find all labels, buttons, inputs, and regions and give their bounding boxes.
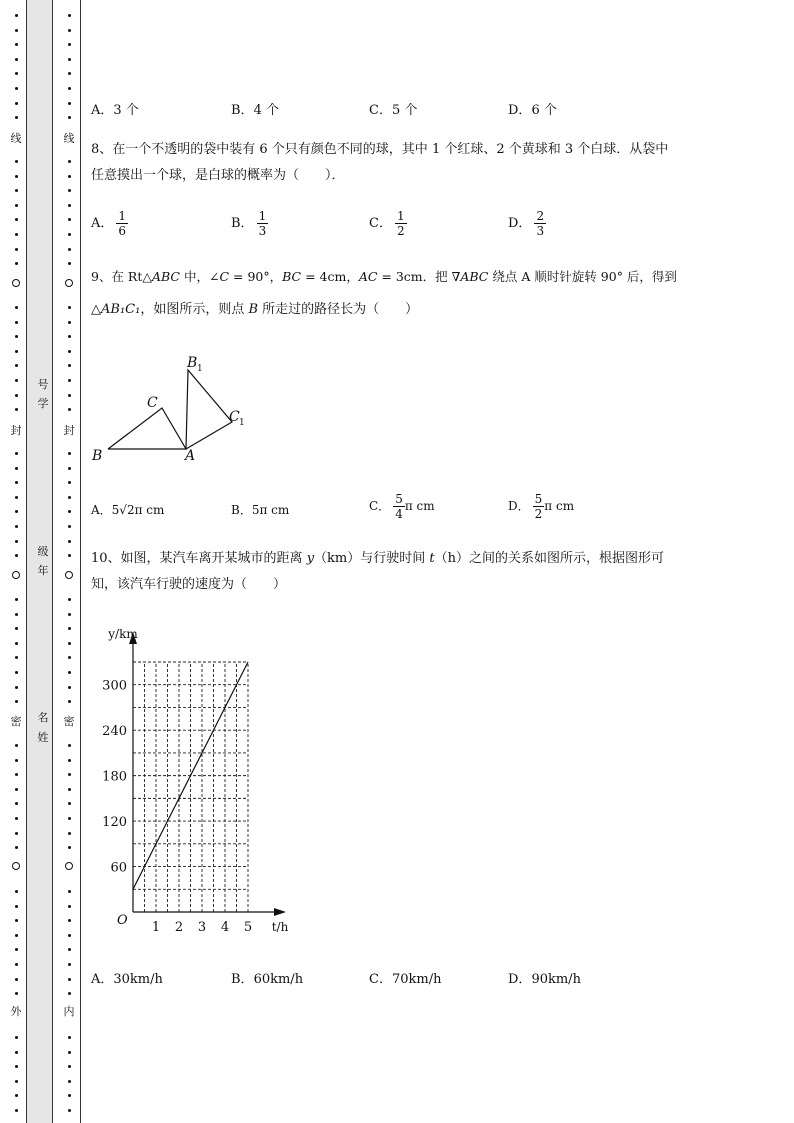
binding-dot — [68, 350, 71, 353]
label-C1: C — [229, 409, 240, 425]
field-grade-1: 级 — [37, 545, 49, 558]
q7-option-d[interactable]: D．6 个 — [508, 103, 557, 118]
origin-label: O — [117, 913, 128, 928]
binding-dot — [68, 102, 71, 105]
binding-dot — [15, 817, 18, 820]
binding-dot — [68, 686, 71, 689]
x-tick-label: 5 — [243, 920, 253, 935]
binding-dot — [68, 788, 71, 791]
binding-dot — [15, 452, 18, 455]
chart-labels — [102, 627, 288, 935]
field-grade-2: 年 — [37, 564, 49, 577]
binding-dot — [68, 846, 71, 849]
field-id-1: 号 — [37, 378, 49, 391]
binding-dot — [15, 14, 18, 17]
binding-outer-seal: 封 — [10, 424, 22, 437]
binding-dot — [68, 364, 71, 367]
binding-dot — [15, 408, 18, 411]
binding-dot — [15, 1094, 18, 1097]
binding-dot — [15, 890, 18, 893]
y-tick-label: 120 — [102, 815, 127, 831]
binding-dot — [68, 87, 71, 90]
q10-distance-time-chart — [95, 620, 295, 940]
binding-dot — [15, 1036, 18, 1039]
binding-dot — [15, 321, 18, 324]
binding-dot — [15, 379, 18, 382]
binding-dot — [68, 262, 71, 265]
binding-dot — [15, 642, 18, 645]
fraction: $\frac{1}{3}$ — [258, 209, 267, 238]
q9-option-a[interactable]: A．5√2π cm — [91, 503, 165, 517]
binding-dot — [68, 1065, 71, 1068]
binding-dot — [15, 262, 18, 265]
binding-outer-line: 线 — [10, 132, 22, 145]
label-A: A — [185, 448, 196, 464]
q10-stem-line1: 10、如图，某汽车离开某城市的距离 y（km）与行驶时间 t（h）之间的关系如图所示，根据图形可 — [91, 551, 664, 566]
binding-dot — [68, 394, 71, 397]
label-B: B — [92, 448, 103, 464]
binding-dot — [68, 510, 71, 513]
binding-dot — [15, 43, 18, 46]
binding-circle-mark — [12, 279, 20, 287]
q7-option-b[interactable]: B．4 个 — [231, 103, 279, 118]
binding-dot — [15, 919, 18, 922]
fraction: $\frac{2}{3}$ — [536, 209, 545, 238]
x-axis-label: t/h — [271, 920, 289, 934]
binding-dot — [68, 175, 71, 178]
binding-dot — [68, 29, 71, 32]
binding-dot — [15, 467, 18, 470]
binding-dot — [68, 379, 71, 382]
binding-dot — [15, 788, 18, 791]
binding-dot — [68, 773, 71, 776]
binding-dot — [68, 700, 71, 703]
binding-dot — [15, 1065, 18, 1068]
q10-option-c[interactable]: C．70km/h — [369, 972, 442, 987]
binding-dot — [68, 978, 71, 981]
x-tick-label: 2 — [174, 920, 184, 935]
binding-dot — [15, 846, 18, 849]
binding-dot — [15, 350, 18, 353]
binding-dot — [68, 43, 71, 46]
field-name-1: 名 — [37, 711, 49, 724]
triangle-abc — [108, 408, 186, 449]
label-C: C — [147, 395, 158, 411]
binding-dot — [68, 817, 71, 820]
binding-dot — [68, 919, 71, 922]
binding-dot — [68, 481, 71, 484]
q10-stem-line2: 知，该汽车行驶的速度为（ ） — [91, 577, 287, 592]
binding-dot — [68, 218, 71, 221]
q9-triangle-figure — [88, 348, 258, 468]
binding-dot — [15, 613, 18, 616]
q10-option-b[interactable]: B．60km/h — [231, 972, 304, 987]
binding-dot — [15, 686, 18, 689]
binding-dot — [68, 496, 71, 499]
field-name-2: 姓 — [37, 731, 49, 744]
binding-dot — [68, 233, 71, 236]
binding-circle-mark — [65, 279, 73, 287]
fraction: $\frac{5}{2}$ — [534, 492, 543, 521]
binding-circle-mark — [65, 571, 73, 579]
binding-dot — [68, 642, 71, 645]
binding-dot — [15, 306, 18, 309]
binding-dot — [15, 510, 18, 513]
q9-stem-line2: △AB₁C₁，如图所示，则点 B 所走过的路径长为（ ） — [91, 302, 419, 317]
q7-option-a[interactable]: A．3 个 — [91, 103, 139, 118]
binding-dot — [15, 189, 18, 192]
binding-dot — [15, 832, 18, 835]
binding-dot — [68, 598, 71, 601]
chart-axes — [129, 632, 286, 916]
binding-outer-out: 外 — [10, 1005, 22, 1018]
label-B1-sub: 1 — [197, 364, 203, 374]
binding-inner-in: 内 — [63, 1005, 75, 1018]
label-B1: B — [187, 355, 198, 371]
binding-dot — [15, 481, 18, 484]
binding-dot — [15, 759, 18, 762]
binding-dot — [15, 1051, 18, 1054]
binding-dot — [68, 948, 71, 951]
binding-circle-mark — [12, 862, 20, 870]
binding-dot — [68, 72, 71, 75]
binding-dot — [68, 540, 71, 543]
binding-dot — [15, 72, 18, 75]
q8-option-d[interactable]: D． $\frac{2}{3}$ — [508, 209, 545, 238]
triangle-ab1c1 — [186, 370, 232, 449]
binding-dot — [68, 963, 71, 966]
binding-dot — [15, 773, 18, 776]
q9-option-d[interactable]: D． $\frac{5}{2}$ π cm — [508, 492, 575, 521]
binding-dot — [68, 1109, 71, 1112]
binding-dot — [15, 175, 18, 178]
binding-dot — [15, 248, 18, 251]
binding-dot — [68, 992, 71, 995]
binding-dot — [68, 189, 71, 192]
binding-dot — [68, 671, 71, 674]
binding-dot — [15, 627, 18, 630]
y-tick-label: 60 — [110, 860, 127, 876]
binding-dot — [68, 744, 71, 747]
binding-dot — [15, 744, 18, 747]
binding-dot — [68, 613, 71, 616]
binding-dot — [15, 905, 18, 908]
y-tick-label: 300 — [102, 678, 127, 694]
field-id-2: 学 — [37, 397, 49, 410]
binding-dot — [15, 978, 18, 981]
binding-circle-mark — [12, 571, 20, 579]
q7-option-c[interactable]: C．5 个 — [369, 103, 418, 118]
q8-option-a[interactable]: A． $\frac{1}{6}$ — [91, 209, 127, 238]
binding-dot — [68, 759, 71, 762]
binding-dot — [15, 598, 18, 601]
binding-dot — [15, 671, 18, 674]
label-C1-sub: 1 — [239, 418, 245, 428]
binding-dot — [15, 102, 18, 105]
binding-dot — [68, 248, 71, 251]
binding-dot — [15, 364, 18, 367]
binding-dot — [15, 992, 18, 995]
q8-option-c[interactable]: C． $\frac{1}{2}$ — [369, 209, 405, 238]
binding-dot — [68, 335, 71, 338]
binding-dot — [15, 525, 18, 528]
binding-dot — [68, 408, 71, 411]
fraction: $\frac{1}{6}$ — [118, 209, 127, 238]
chart-grid — [133, 662, 248, 912]
y-tick-label: 180 — [102, 769, 127, 785]
binding-dot — [15, 1080, 18, 1083]
binding-dot — [68, 58, 71, 61]
binding-dot — [68, 467, 71, 470]
binding-dot — [68, 14, 71, 17]
binding-dot — [68, 204, 71, 207]
fraction: $\frac{1}{2}$ — [396, 209, 405, 238]
binding-inner-seal: 封 — [63, 424, 75, 437]
binding-dot — [15, 802, 18, 805]
binding-dot — [15, 554, 18, 557]
q10-option-d[interactable]: D．90km/h — [508, 972, 581, 987]
binding-outer-close: 密 — [10, 715, 22, 728]
binding-dot — [15, 116, 18, 119]
y-axis-label: y/km — [108, 627, 138, 641]
q8-option-b[interactable]: B． $\frac{1}{3}$ — [231, 209, 267, 238]
binding-dot — [15, 948, 18, 951]
binding-dot — [68, 1094, 71, 1097]
binding-inner-line: 线 — [63, 132, 75, 145]
binding-dot — [15, 204, 18, 207]
binding-dot — [15, 394, 18, 397]
binding-dot — [68, 802, 71, 805]
binding-circle-mark — [65, 862, 73, 870]
binding-dot — [68, 890, 71, 893]
q9-option-b[interactable]: B．5π cm — [231, 503, 290, 517]
binding-dot — [15, 963, 18, 966]
binding-dot — [15, 160, 18, 163]
binding-dot — [68, 1036, 71, 1039]
y-tick-label: 240 — [102, 724, 127, 740]
binding-dot — [15, 218, 18, 221]
binding-dot — [15, 58, 18, 61]
binding-dot — [68, 832, 71, 835]
q9-stem-line1: 9、在 Rt△ABC 中，∠C = 90°，BC = 4cm，AC = 3cm．把 ∇ABC 绕点 A 顺时针旋转 90° 后，得到 — [91, 269, 677, 284]
binding-inner-close: 密 — [63, 715, 75, 728]
q8-stem-line2: 任意摸出一个球，是白球的概率为（ ）． — [91, 168, 345, 183]
x-tick-label: 4 — [220, 920, 230, 935]
binding-dot — [15, 233, 18, 236]
binding-dot — [68, 525, 71, 528]
binding-dot — [15, 540, 18, 543]
binding-dot — [68, 934, 71, 937]
binding-dot — [15, 656, 18, 659]
x-tick-label: 3 — [197, 920, 207, 935]
binding-dot — [68, 905, 71, 908]
binding-dot — [68, 116, 71, 119]
binding-dot — [68, 160, 71, 163]
binding-inner-rule — [80, 0, 81, 1123]
binding-dot — [68, 306, 71, 309]
q10-option-a[interactable]: A．30km/h — [91, 972, 163, 987]
fraction: $\frac{5}{4}$ — [395, 492, 403, 521]
binding-dot — [68, 554, 71, 557]
q9-option-c[interactable]: C． $\frac{5}{4}$ π cm — [369, 492, 435, 521]
binding-dot — [15, 1109, 18, 1112]
binding-dot — [68, 321, 71, 324]
binding-dot — [15, 496, 18, 499]
q8-stem-line1: 8、在一个不透明的袋中装有 6 个只有颜色不同的球，其中 1 个红球、2 个黄球和 3 个白球．从袋中 — [91, 142, 669, 157]
binding-dot — [68, 656, 71, 659]
binding-dot — [15, 335, 18, 338]
binding-dot — [15, 700, 18, 703]
binding-dot — [15, 29, 18, 32]
binding-dot — [68, 627, 71, 630]
binding-dot — [15, 87, 18, 90]
x-tick-label: 1 — [151, 920, 161, 935]
binding-dot — [68, 452, 71, 455]
binding-dot — [68, 1080, 71, 1083]
binding-dot — [15, 934, 18, 937]
binding-dot — [68, 1051, 71, 1054]
x-axis-arrow — [274, 908, 286, 916]
